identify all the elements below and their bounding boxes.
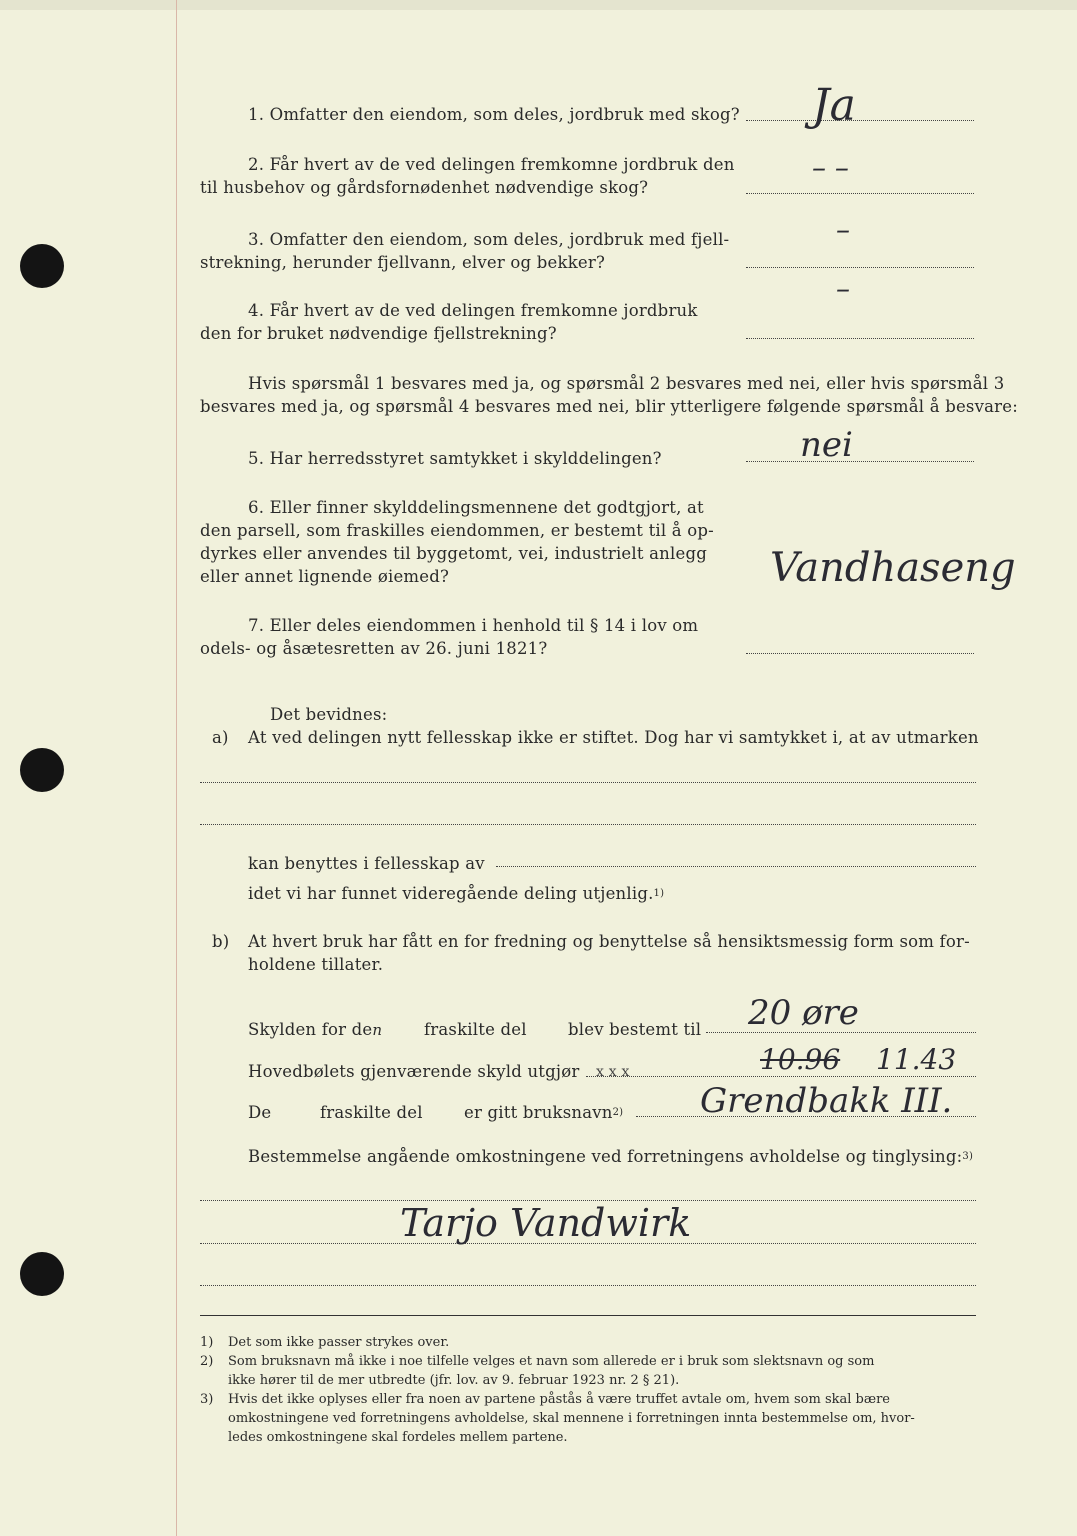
certify-heading: Det bevidnes: [270,705,388,724]
hoved-line [586,1076,976,1077]
navn-value-handwritten: Grendbakk III. [700,1081,953,1121]
question-7-line-2: odels- og åsætesretten av 26. juni 1821? [200,639,548,658]
footnote-2-line-1: Som bruksnavn må ikke i noe tilfelle velges et navn som allerede er i bruk som slektsnavn og som [228,1354,875,1369]
question-6-line-3: dyrkes eller anvendes til byggetomt, vei, industrielt anlegg [200,544,707,563]
shared-use-line [496,866,976,867]
question-6-line-1: 6. Eller finner skylddelingsmennene det godtgjort, at [248,498,704,517]
punch-hole [20,748,64,792]
answer-6-handwritten: Vandhaseng [770,545,1016,591]
question-7-line-1: 7. Eller deles eiendommen i henhold til § 14 i lov om [248,616,699,635]
question-2-line-1: 2. Får hvert av de ved delingen fremkomne jordbruk den [248,155,735,174]
blank-line [200,824,976,825]
footnote-3-line-2: omkostningene ved forretningens avholdelse, skal mennene i forretningen innta bestemmelse om, hvor- [228,1411,915,1426]
kost-line [200,1285,976,1286]
hoved-label: Hovedbølets gjenværende skyld utgjør [248,1062,580,1081]
navn-end: er gitt bruksnavn$^{2)}$ [464,1103,624,1122]
answer-2-handwritten: – – [812,151,849,184]
certify-a-text: At ved delingen nytt fellesskap ikke er stiftet. Dog har vi samtykket i, at av utmarken [248,728,979,747]
footnote-3-mark: 3) [200,1392,214,1407]
punch-hole [20,244,64,288]
skyld-prefix: Skylden for den [248,1020,383,1039]
certify-b-line-1: At hvert bruk har fått en for fredning og benyttelse så hensiktsmessig form som for- [248,932,970,951]
question-6-line-4: eller annet lignende øiemed? [200,567,450,586]
question-3-line-1: 3. Omfatter den eiendom, som deles, jordbruk med fjell- [248,230,730,249]
answer-5-handwritten: nei [800,425,853,465]
punch-hole [20,1252,64,1296]
question-6-line-2: den parsell, som fraskilles eiendommen, er bestemt til å op- [200,521,714,540]
answer-line-5 [746,461,974,462]
certify-b-label: b) [212,932,230,951]
question-4-line-1: 4. Får hvert av de ved delingen fremkomne jordbruk [248,301,698,320]
answer-line-4 [746,338,974,339]
hoved-old-value: 10.96 [760,1043,841,1076]
hoved-scribble: x x x [596,1064,630,1080]
skyld-end: blev bestemt til [568,1020,702,1039]
answer-line-3 [746,267,974,268]
blank-line [200,782,976,783]
shared-use-label: kan benyttes i fellesskap av [248,854,485,873]
answer-3-handwritten: – [836,213,850,246]
skyld-value-handwritten: 20 øre [748,993,859,1033]
footnote-3-line-1: Hvis det ikke oplyses eller fra noen av partene påstås å være truffet avtale om, hvem som skal bære [228,1392,890,1407]
margin-line [176,0,177,1536]
question-4-line-2: den for bruket nødvendige fjellstrekning? [200,324,557,343]
paper-top-edge [0,0,1077,10]
kost-label: Bestemmelse angående omkostningene ved forretningens avholdelse og tinglysing:$^{3)}$ [248,1147,974,1166]
answer-line-1 [746,120,974,121]
answer-line-2 [746,193,974,194]
footnote-2-line-2: ikke hører til de mer utbredte (jfr. lov. av 9. februar 1923 nr. 2 § 21). [228,1373,680,1388]
certify-a-label: a) [212,728,229,747]
condition-line-2: besvares med ja, og spørsmål 4 besvares med nei, blir ytterligere følgende spørsmål å besvare: [200,397,1018,416]
hoved-value-handwritten: 11.43 [876,1043,957,1076]
kost-value-handwritten: Tarjo Vandwirk [400,1201,692,1245]
footnote-3-line-3: ledes omkostningene skal fordeles mellem partene. [228,1430,568,1445]
answer-1-handwritten: Ja [812,80,856,131]
condition-line-1: Hvis spørsmål 1 besvares med ja, og spørsmål 2 besvares med nei, eller hvis spørsmål 3 [248,374,1005,393]
question-2-line-2: til husbehov og gårdsfornødenhet nødvendige skog? [200,178,649,197]
footnote-rule [200,1315,976,1316]
reason-text: idet vi har funnet videregående deling utjenlig.$^{1)}$ [248,884,665,903]
question-1: 1. Omfatter den eiendom, som deles, jordbruk med skog? [248,105,740,124]
navn-prefix: De [248,1103,272,1122]
question-3-line-2: strekning, herunder fjellvann, elver og bekker? [200,253,605,272]
skyld-mid: fraskilte del [424,1020,527,1039]
footnote-1-mark: 1) [200,1335,214,1350]
certify-b-line-2: holdene tillater. [248,955,384,974]
navn-mid: fraskilte del [320,1103,423,1122]
footnote-2-mark: 2) [200,1354,214,1369]
answer-line-7 [746,653,974,654]
answer-4-handwritten: – [836,272,850,305]
question-5: 5. Har herredsstyret samtykket i skylddelingen? [248,449,662,468]
footnote-1-line-1: Det som ikke passer strykes over. [228,1335,450,1350]
